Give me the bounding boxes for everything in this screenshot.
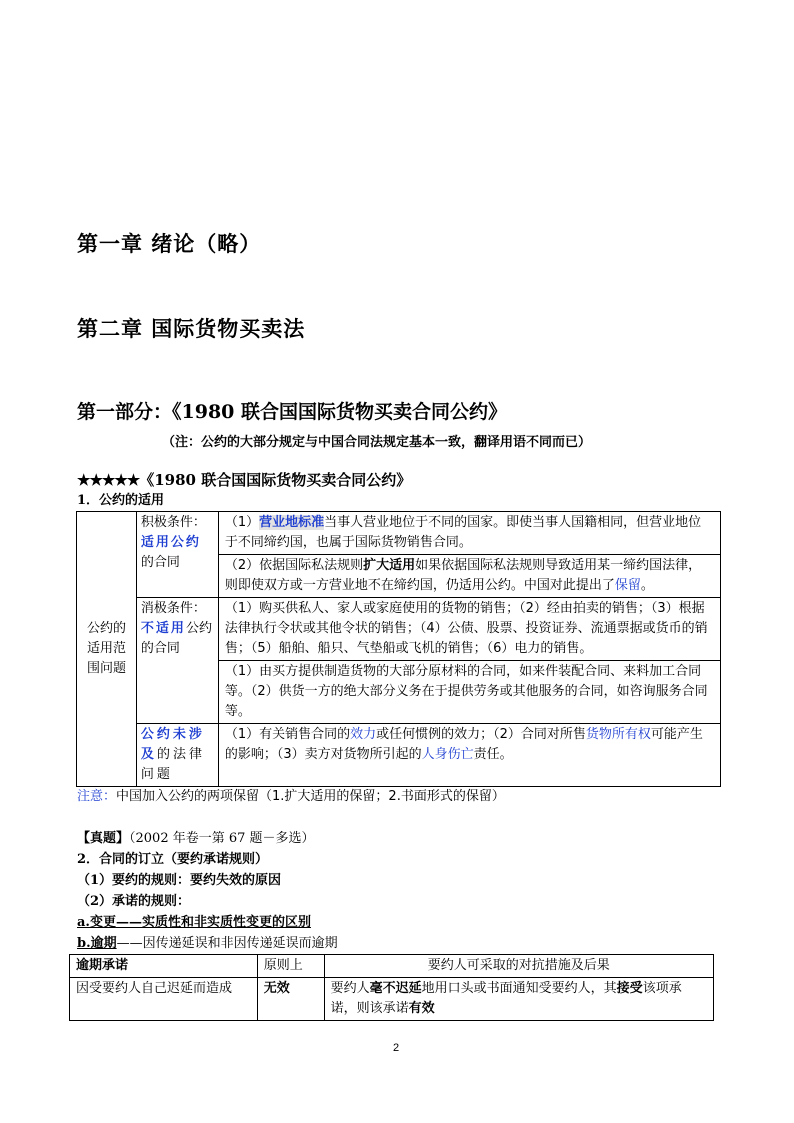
five-stars-icon: ★★★★★	[77, 471, 140, 489]
table-header-countermeasures: 要约人可采取的对抗措施及后果	[324, 955, 713, 978]
scope-heading: 1．公约的适用	[77, 493, 165, 508]
positive-row-1: （1）营业地标准当事人营业地位于不同的国家。即使当事人国籍相同，但营业地位于不同缔约国，也属于国际货物销售合同。	[218, 512, 720, 555]
section-title	[77, 469, 411, 490]
section-title-text: 《1980 联合国国际货物买卖合同公约》	[139, 471, 412, 489]
negative-row-1: （1）购买供私人、家人或家庭使用的货物的销售；（2）经由拍卖的销售；（3）根据法律执行令状或其他令状的销售；（4）公债、股票、投资证券、流通票据或货币的销售；（5）船舶、船只、气垫船或飞机的销售；（6）电力的销售。	[218, 598, 720, 661]
scope-table	[76, 511, 721, 787]
page-number: 2	[393, 1042, 400, 1054]
negative-condition-label: 消极条件：不适用公约的合同	[136, 598, 218, 724]
chapter-2-heading: 第二章 国际货物买卖法	[77, 316, 306, 341]
table-header-late-acceptance: 逾期承诺	[70, 955, 258, 978]
variation-line: a.变更——实质性和非实质性变更的区别	[77, 915, 311, 930]
acceptance-rules: （2）承诺的规则：	[77, 894, 191, 909]
table-row	[70, 978, 714, 1021]
not-involved-label: 公约未涉及的法律问题	[136, 724, 218, 787]
not-involved-row: （1）有关销售合同的效力或任何惯例的效力；（2）合同对所售货物所有权可能产生的影响；（3）卖方对货物所引起的人身伤亡责任。	[218, 724, 720, 787]
late-cause-cell: 因受要约人自己迟延而造成	[70, 978, 258, 1021]
part-1-heading: 第一部分：《1980 联合国国际货物买卖合同公约》	[77, 401, 507, 423]
exam-reference: 【真题】（2002 年卷一第 67 题－多选）	[77, 831, 315, 846]
principle-cell: 无效	[257, 978, 324, 1021]
contract-heading: 2．合同的订立（要约承诺规则）	[77, 852, 269, 867]
positive-condition-label: 积极条件：适用公约的合同	[136, 512, 218, 598]
chapter-1-heading: 第一章 绪论（略）	[77, 231, 262, 256]
positive-row-2: （2）依据国际私法规则扩大适用如果依据国际私法规则导致适用某一缔约国法律，则即使双方或一方营业地不在缔约国，仍适用公约。中国对此提出了保留。	[218, 555, 720, 598]
part-1-note: （注：公约的大部分规定与中国合同法规定基本一致，翻译用语不同而已）	[162, 435, 592, 450]
scope-footnote: 注意：中国加入公约的两项保留（1.扩大适用的保留；2.书面形式的保留）	[77, 789, 505, 804]
offer-rules: （1）要约的规则：要约失效的原因	[77, 873, 282, 888]
scope-main-label: 公约的适用范围问题	[77, 512, 137, 787]
late-acceptance-table	[69, 954, 714, 1021]
table-header-principle: 原则上	[257, 955, 324, 978]
late-line: b.逾期——因传递延误和非因传递延误而逾期	[77, 936, 338, 951]
countermeasure-cell: 要约人毫不迟延地用口头或书面通知受要约人，其接受该项承诺，则该承诺有效	[324, 978, 713, 1021]
negative-row-2: （1）由买方提供制造货物的大部分原材料的合同，如来件装配合同、来料加工合同等。（2）供货一方的绝大部分义务在于提供劳务或其他服务的合同，如咨询服务合同等。	[218, 661, 720, 724]
